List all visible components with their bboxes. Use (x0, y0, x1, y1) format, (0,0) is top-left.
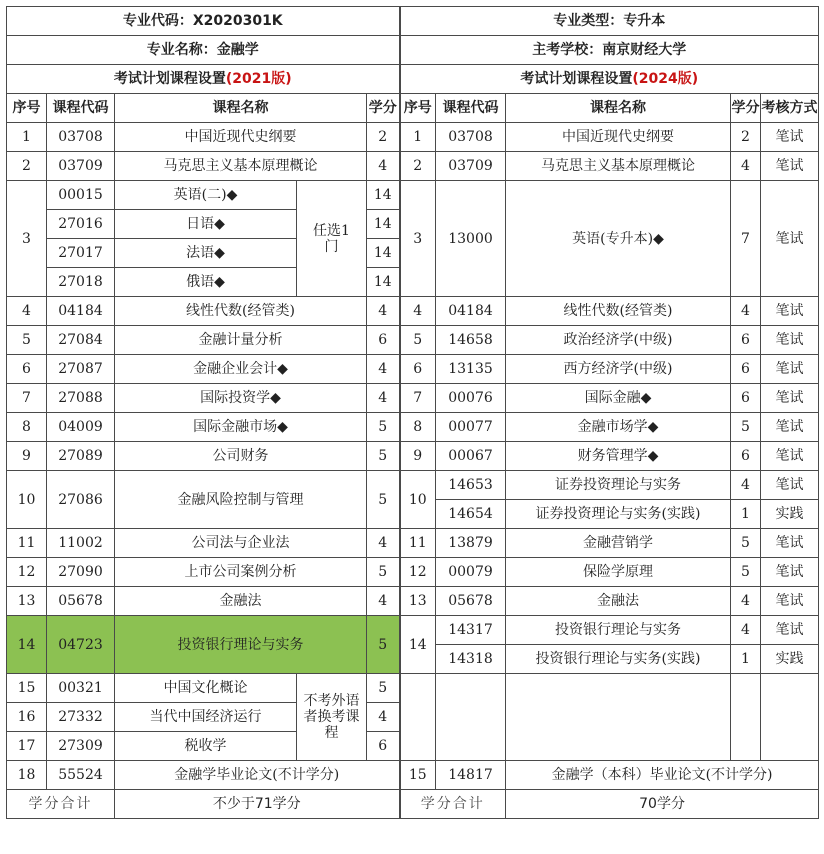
major-code-value: X2020301K (192, 13, 283, 29)
left-seq: 18 (7, 761, 47, 790)
total-row (7, 790, 819, 819)
left-seq: 15 (7, 674, 47, 703)
left-code: 04723 (47, 616, 115, 674)
left-name: 国际金融市场◆ (115, 413, 367, 442)
right-name: 国际金融◆ (506, 384, 731, 413)
right-seq: 2 (400, 152, 436, 181)
plan-2024-title-text: 考试计划课程设置 (520, 71, 633, 87)
left-seq: 13 (7, 587, 47, 616)
right-empty (400, 674, 436, 761)
header-row-1 (7, 7, 819, 36)
left-seq: 7 (7, 384, 47, 413)
right-seq: 6 (400, 355, 436, 384)
right-seq: 4 (400, 297, 436, 326)
left-credit: 14 (367, 210, 400, 239)
left-credit: 4 (367, 529, 400, 558)
left-code: 27332 (47, 703, 115, 732)
right-exam: 笔试 (761, 152, 819, 181)
left-code: 27309 (47, 732, 115, 761)
right-seq: 10 (400, 471, 436, 529)
right-seq: 14 (400, 616, 436, 674)
left-name: 线性代数(经管类) (115, 297, 367, 326)
left-seq: 8 (7, 413, 47, 442)
table-row (7, 674, 819, 703)
right-credit: 6 (731, 326, 761, 355)
left-name: 金融企业会计◆ (115, 355, 367, 384)
table-row (7, 761, 819, 790)
right-empty (506, 674, 731, 761)
col-name-right: 课程名称 (506, 94, 731, 123)
left-credit: 4 (367, 587, 400, 616)
right-exam: 笔试 (761, 326, 819, 355)
left-credit: 5 (367, 674, 400, 703)
left-name: 俄语◆ (115, 268, 297, 297)
right-seq: 12 (400, 558, 436, 587)
right-code: 00067 (436, 442, 506, 471)
plan-2021-title (7, 65, 400, 94)
right-exam: 笔试 (761, 529, 819, 558)
left-seq: 4 (7, 297, 47, 326)
left-credit: 14 (367, 239, 400, 268)
left-credit: 4 (367, 384, 400, 413)
left-code: 03708 (47, 123, 115, 152)
left-code: 27089 (47, 442, 115, 471)
col-seq-right: 序号 (400, 94, 436, 123)
left-credit: 4 (367, 297, 400, 326)
table-row (7, 152, 819, 181)
right-exam: 笔试 (761, 297, 819, 326)
right-credit: 6 (731, 384, 761, 413)
left-code: 27090 (47, 558, 115, 587)
right-code: 00076 (436, 384, 506, 413)
right-credit: 6 (731, 442, 761, 471)
col-code-left: 课程代码 (47, 94, 115, 123)
left-seq: 1 (7, 123, 47, 152)
left-credit: 6 (367, 732, 400, 761)
right-name: 金融学（本科）毕业论文(不计学分) (506, 761, 819, 790)
right-code: 03708 (436, 123, 506, 152)
left-total-label: 学分合计 (7, 790, 115, 819)
right-credit: 7 (731, 181, 761, 297)
left-code: 05678 (47, 587, 115, 616)
right-code: 14653 (436, 471, 506, 500)
right-empty (761, 674, 819, 761)
major-type-value: 专升本 (623, 13, 666, 29)
curriculum-table (6, 6, 819, 819)
left-seq: 6 (7, 355, 47, 384)
right-name: 投资银行理论与实务 (506, 616, 731, 645)
right-seq: 3 (400, 181, 436, 297)
right-credit: 1 (731, 645, 761, 674)
left-name: 英语(二)◆ (115, 181, 297, 210)
right-code: 05678 (436, 587, 506, 616)
left-code: 55524 (47, 761, 115, 790)
table-row (7, 355, 819, 384)
right-name: 西方经济学(中级) (506, 355, 731, 384)
table-row (7, 471, 819, 500)
left-name: 法语◆ (115, 239, 297, 268)
left-seq: 2 (7, 152, 47, 181)
right-empty (436, 674, 506, 761)
elective-note-text: 任选1门 (313, 222, 350, 255)
table-row-highlighted (7, 616, 819, 645)
col-code-right: 课程代码 (436, 94, 506, 123)
left-code: 27084 (47, 326, 115, 355)
left-code: 11002 (47, 529, 115, 558)
right-name: 证券投资理论与实务(实践) (506, 500, 731, 529)
left-seq: 11 (7, 529, 47, 558)
left-credit: 5 (367, 616, 400, 674)
left-seq: 3 (7, 181, 47, 297)
col-name-left: 课程名称 (115, 94, 367, 123)
left-credit: 2 (367, 123, 400, 152)
table-row (7, 181, 819, 210)
right-code: 03709 (436, 152, 506, 181)
right-name: 英语(专升本)◆ (506, 181, 731, 297)
major-name-value: 金融学 (216, 42, 259, 58)
left-seq: 5 (7, 326, 47, 355)
left-name: 公司财务 (115, 442, 367, 471)
table-row (7, 384, 819, 413)
left-name: 金融计量分析 (115, 326, 367, 355)
right-name: 保险学原理 (506, 558, 731, 587)
right-name: 证券投资理论与实务 (506, 471, 731, 500)
right-name: 马克思主义基本原理概论 (506, 152, 731, 181)
right-exam: 笔试 (761, 558, 819, 587)
right-code: 13879 (436, 529, 506, 558)
left-seq: 16 (7, 703, 47, 732)
right-credit: 2 (731, 123, 761, 152)
school-cell (400, 36, 819, 65)
right-code: 14654 (436, 500, 506, 529)
right-code: 14317 (436, 616, 506, 645)
left-code: 03709 (47, 152, 115, 181)
right-seq: 7 (400, 384, 436, 413)
header-row-2 (7, 36, 819, 65)
right-seq: 9 (400, 442, 436, 471)
right-seq: 11 (400, 529, 436, 558)
table-row (7, 123, 819, 152)
left-credit: 5 (367, 558, 400, 587)
left-total-value: 不少于71学分 (115, 790, 400, 819)
right-code: 13135 (436, 355, 506, 384)
left-credit: 4 (367, 152, 400, 181)
right-exam: 笔试 (761, 181, 819, 297)
left-seq: 17 (7, 732, 47, 761)
plan-2021-version: (2021版) (225, 71, 292, 87)
right-name: 金融营销学 (506, 529, 731, 558)
left-name: 马克思主义基本原理概论 (115, 152, 367, 181)
col-seq-left: 序号 (7, 94, 47, 123)
left-code: 27088 (47, 384, 115, 413)
table-row (7, 529, 819, 558)
school-value: 南京财经大学 (602, 42, 687, 58)
table-row (7, 442, 819, 471)
right-exam: 笔试 (761, 123, 819, 152)
col-exam-right: 考核方式 (761, 94, 819, 123)
left-credit: 5 (367, 471, 400, 529)
right-seq: 8 (400, 413, 436, 442)
right-name: 金融市场学◆ (506, 413, 731, 442)
right-seq: 15 (400, 761, 436, 790)
left-name: 中国文化概论 (115, 674, 297, 703)
right-credit: 1 (731, 500, 761, 529)
major-code-cell (7, 7, 400, 36)
school-label: 主考学校： (532, 42, 603, 58)
left-credit: 4 (367, 703, 400, 732)
curriculum-sheet (6, 6, 819, 819)
left-name: 税收学 (115, 732, 297, 761)
right-credit: 4 (731, 152, 761, 181)
column-header-row (7, 94, 819, 123)
major-code-label: 专业代码： (122, 13, 193, 29)
table-row (7, 587, 819, 616)
left-seq: 10 (7, 471, 47, 529)
right-name: 线性代数(经管类) (506, 297, 731, 326)
right-seq: 5 (400, 326, 436, 355)
right-exam: 笔试 (761, 384, 819, 413)
left-seq: 12 (7, 558, 47, 587)
left-name: 公司法与企业法 (115, 529, 367, 558)
right-credit: 5 (731, 529, 761, 558)
major-type-cell (400, 7, 819, 36)
left-credit: 6 (367, 326, 400, 355)
right-empty (731, 674, 761, 761)
left-name: 金融法 (115, 587, 367, 616)
plan-2024-title (400, 65, 819, 94)
plan-2021-title-text: 考试计划课程设置 (113, 71, 226, 87)
major-name-cell (7, 36, 400, 65)
right-exam: 实践 (761, 645, 819, 674)
major-name-label: 专业名称： (146, 42, 217, 58)
right-credit: 6 (731, 355, 761, 384)
elective-note (297, 181, 367, 297)
col-credit-left: 学分 (367, 94, 400, 123)
right-credit: 4 (731, 587, 761, 616)
right-exam: 笔试 (761, 413, 819, 442)
substitute-note-text: 不考外语者换考课程 (303, 693, 360, 741)
right-exam: 笔试 (761, 471, 819, 500)
right-code: 00079 (436, 558, 506, 587)
left-credit: 5 (367, 413, 400, 442)
left-name: 金融风险控制与管理 (115, 471, 367, 529)
plan-title-row (7, 65, 819, 94)
right-seq: 13 (400, 587, 436, 616)
left-code: 00015 (47, 181, 115, 210)
right-total-label: 学分合计 (400, 790, 506, 819)
right-exam: 笔试 (761, 616, 819, 645)
right-credit: 5 (731, 558, 761, 587)
right-name: 政治经济学(中级) (506, 326, 731, 355)
right-code: 04184 (436, 297, 506, 326)
right-credit: 4 (731, 297, 761, 326)
right-code: 14817 (436, 761, 506, 790)
left-code: 27087 (47, 355, 115, 384)
left-code: 27016 (47, 210, 115, 239)
right-credit: 4 (731, 471, 761, 500)
right-exam: 笔试 (761, 587, 819, 616)
right-code: 14318 (436, 645, 506, 674)
left-name: 日语◆ (115, 210, 297, 239)
left-seq: 14 (7, 616, 47, 674)
left-credit: 14 (367, 181, 400, 210)
left-code: 04184 (47, 297, 115, 326)
right-total-value: 70学分 (506, 790, 819, 819)
right-credit: 4 (731, 616, 761, 645)
right-exam: 笔试 (761, 355, 819, 384)
right-code: 00077 (436, 413, 506, 442)
left-code: 04009 (47, 413, 115, 442)
right-name: 财务管理学◆ (506, 442, 731, 471)
right-code: 14658 (436, 326, 506, 355)
right-name: 投资银行理论与实务(实践) (506, 645, 731, 674)
left-code: 00321 (47, 674, 115, 703)
left-name: 金融学毕业论文(不计学分) (115, 761, 400, 790)
table-row (7, 558, 819, 587)
left-name: 投资银行理论与实务 (115, 616, 367, 674)
left-name: 上市公司案例分析 (115, 558, 367, 587)
right-seq: 1 (400, 123, 436, 152)
left-code: 27017 (47, 239, 115, 268)
col-credit-right: 学分 (731, 94, 761, 123)
right-credit: 5 (731, 413, 761, 442)
right-name: 金融法 (506, 587, 731, 616)
right-code: 13000 (436, 181, 506, 297)
right-name: 中国近现代史纲要 (506, 123, 731, 152)
left-credit: 5 (367, 442, 400, 471)
left-name: 中国近现代史纲要 (115, 123, 367, 152)
left-seq: 9 (7, 442, 47, 471)
substitute-note (297, 674, 367, 761)
table-row (7, 326, 819, 355)
right-exam: 笔试 (761, 442, 819, 471)
plan-2024-version: (2024版) (632, 71, 699, 87)
left-name: 当代中国经济运行 (115, 703, 297, 732)
table-row (7, 297, 819, 326)
left-credit: 14 (367, 268, 400, 297)
table-row (7, 413, 819, 442)
left-code: 27086 (47, 471, 115, 529)
left-name: 国际投资学◆ (115, 384, 367, 413)
right-exam: 实践 (761, 500, 819, 529)
left-credit: 4 (367, 355, 400, 384)
left-code: 27018 (47, 268, 115, 297)
major-type-label: 专业类型： (553, 13, 624, 29)
